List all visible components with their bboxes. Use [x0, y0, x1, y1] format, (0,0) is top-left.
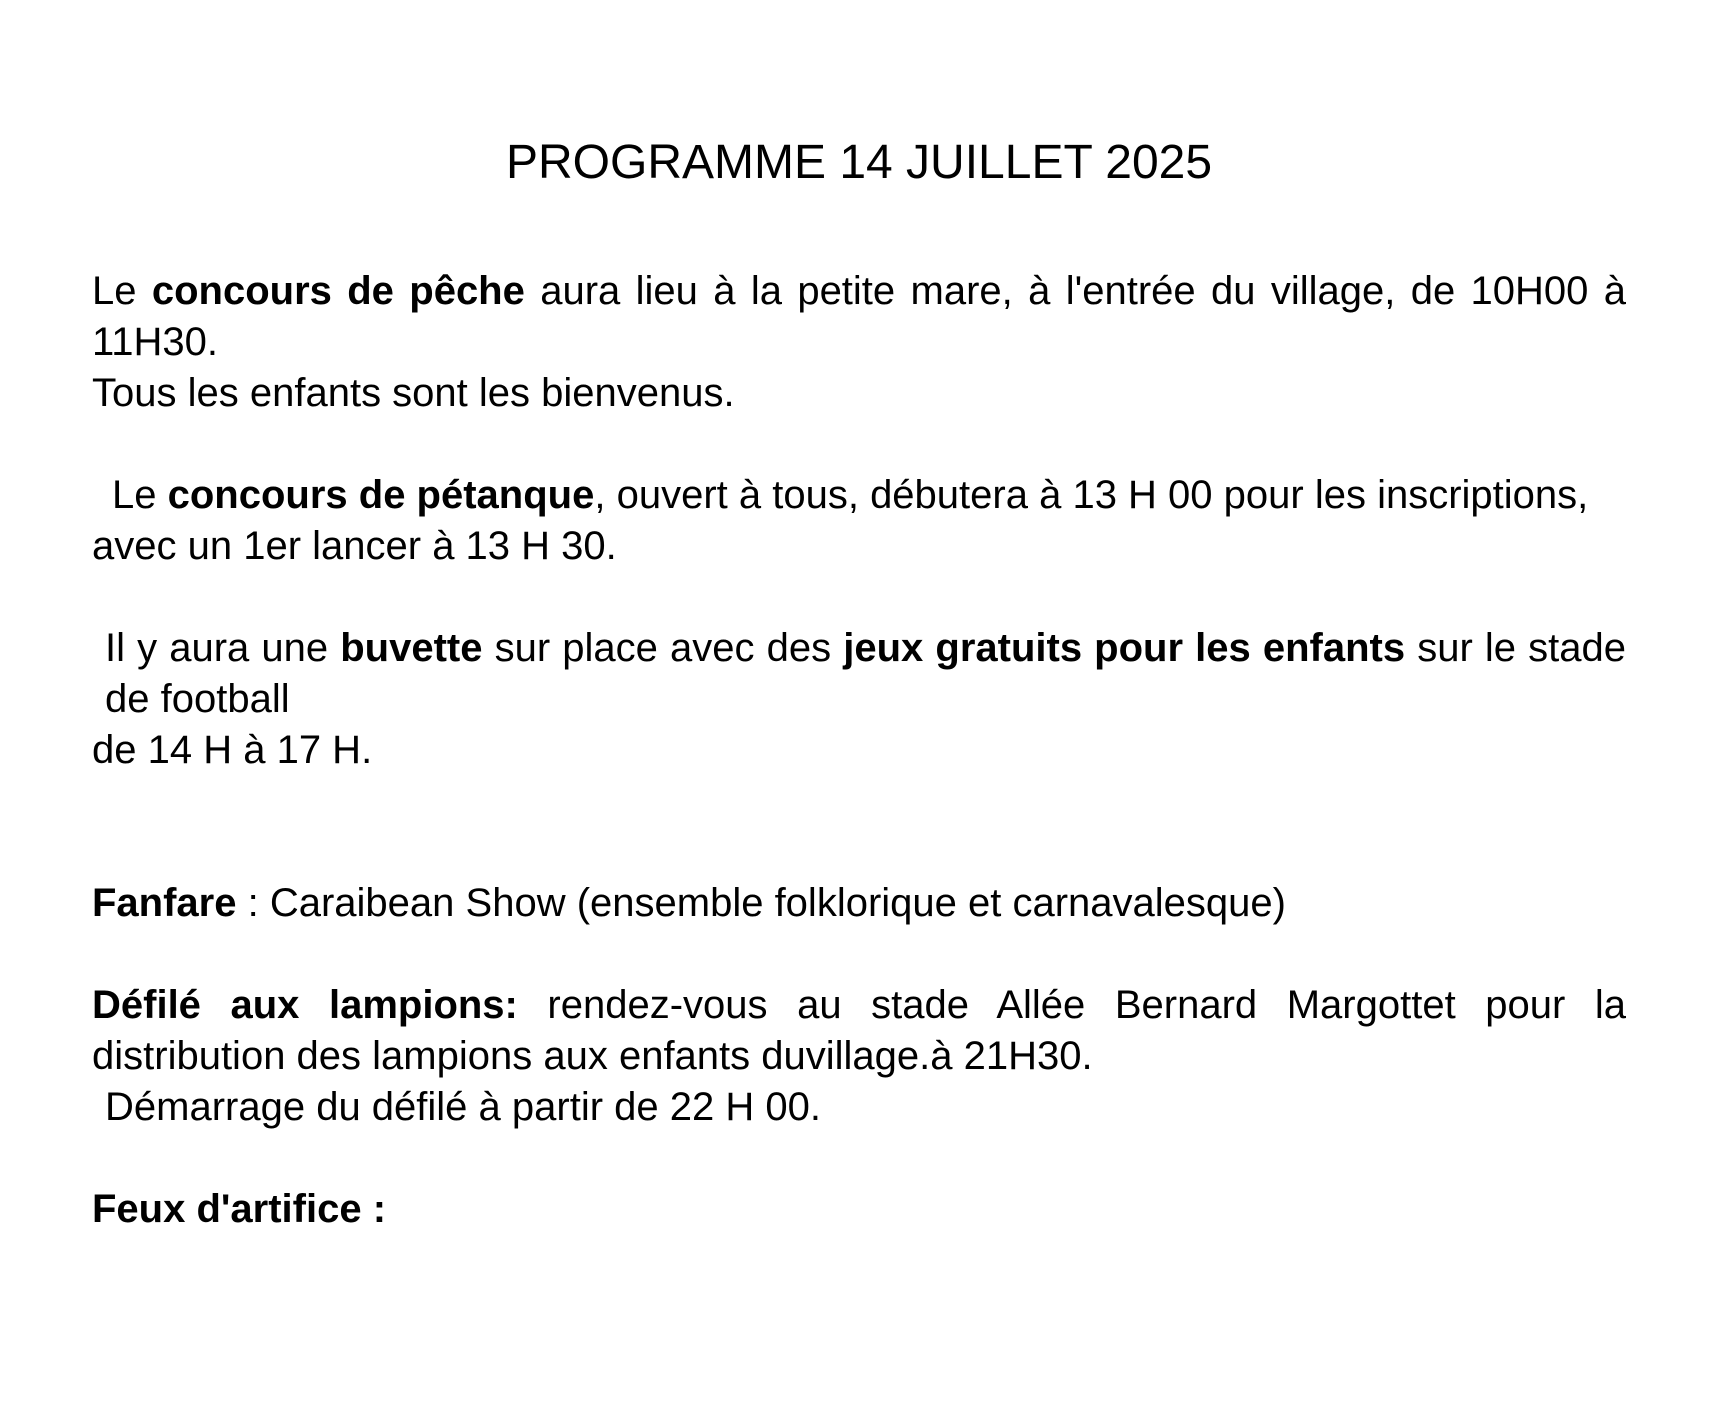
paragraph-defile — [92, 980, 1626, 1133]
spacer — [92, 776, 1626, 878]
buvette-bold: buvette — [340, 626, 483, 670]
fanfare-text: : Caraibean Show (ensemble folklorique et carnavalesque) — [236, 881, 1286, 925]
defile-line2: Démarrage du défilé à partir de 22 H 00. — [105, 1085, 821, 1129]
defile-text — [92, 980, 1626, 1082]
feux-label: Feux d'artifice : — [92, 1187, 387, 1231]
paragraph-buvette — [92, 623, 1626, 776]
defile-label: Défilé aux lampions: — [92, 983, 518, 1027]
feux-line — [92, 1184, 1626, 1235]
peche-line2: Tous les enfants sont les bienvenus. — [92, 371, 735, 415]
paragraph-fanfare — [92, 878, 1626, 929]
spacer — [92, 419, 1626, 470]
petanque-line2: avec un 1er lancer à 13 H 30. — [92, 524, 617, 568]
fanfare-line — [92, 878, 1626, 929]
buvette-text-middle: sur place avec des — [482, 626, 844, 670]
buvette-text-start: Il y aura une — [105, 626, 341, 670]
buvette-text — [92, 623, 1626, 725]
paragraph-feux — [92, 1184, 1626, 1235]
defile-text-body: rendez-vous au stade Allée Bernard Margottet pour la distribution des lampions aux enfants duvillage.à 21H30. — [92, 983, 1626, 1078]
paragraph-peche — [92, 266, 1626, 419]
page-title: PROGRAMME 14 JUILLET 2025 — [505, 136, 1213, 189]
jeux-bold: jeux gratuits pour les enfants — [843, 626, 1406, 670]
buvette-text-end: sur le stade de football — [105, 626, 1627, 721]
buvette-line2: de 14 H à 17 H. — [92, 728, 373, 772]
peche-text-end: aura lieu à la petite mare, à l'entrée du village, de 10H00 à 11H30. — [92, 269, 1626, 364]
petanque-bold: concours de pétanque — [167, 473, 595, 517]
paragraph-petanque — [92, 470, 1626, 572]
spacer — [92, 1133, 1626, 1184]
petanque-text-start: Le — [112, 473, 168, 517]
fanfare-label: Fanfare — [92, 881, 237, 925]
document-body — [92, 266, 1626, 1235]
petanque-text-end: , ouvert à tous, débutera à 13 H 00 pour les inscriptions, — [594, 473, 1589, 517]
peche-bold: concours de pêche — [151, 269, 525, 313]
spacer — [92, 572, 1626, 623]
peche-text-start: Le — [92, 269, 152, 313]
spacer — [92, 929, 1626, 980]
peche-text — [92, 266, 1626, 368]
petanque-text — [92, 470, 1626, 521]
